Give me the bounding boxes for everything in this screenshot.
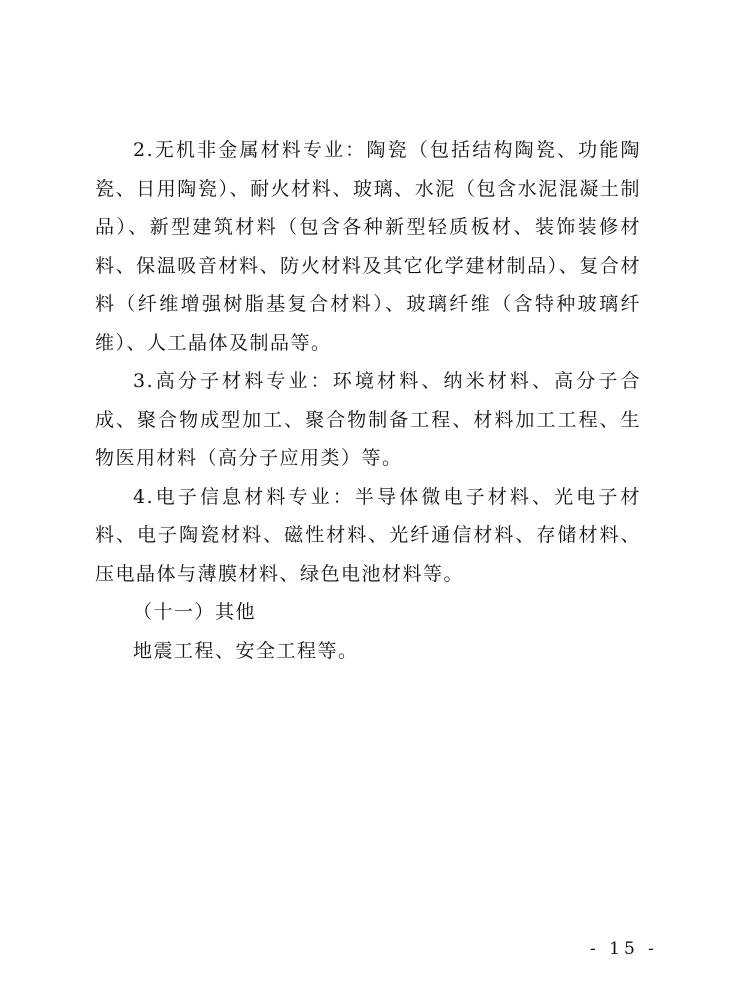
page-number: - 15 - xyxy=(590,939,658,959)
paragraph-inorganic-nonmetallic: 2.无机非金属材料专业：陶瓷（包括结构陶瓷、功能陶瓷、日用陶瓷）、耐火材料、玻璃、水泥（包含水泥混凝土制品）、新型建筑材料（包含各种新型轻质板材、装饰装修材料、保温吸音材料、防火材料及其它化学建材制品）、复合材料（纤维增强树脂基复合材料）、玻璃纤维（含特种玻璃纤维）、人工晶体及制品等。 xyxy=(95,139,641,354)
document-body xyxy=(95,131,641,670)
paragraph-other: 地震工程、安全工程等。 xyxy=(133,639,359,662)
section-heading-other: （十一）其他 xyxy=(133,601,257,623)
paragraph-electronic-information: 4.电子信息材料专业：半导体微电子材料、光电子材料、电子陶瓷材料、磁性材料、光纤通信材料、存储材料、压电晶体与薄膜材料、绿色电池材料等。 xyxy=(95,485,641,585)
paragraph-polymer: 3.高分子材料专业：环境材料、纳米材料、高分子合成、聚合物成型加工、聚合物制备工程、材料加工工程、生物医用材料（高分子应用类）等。 xyxy=(95,370,641,469)
